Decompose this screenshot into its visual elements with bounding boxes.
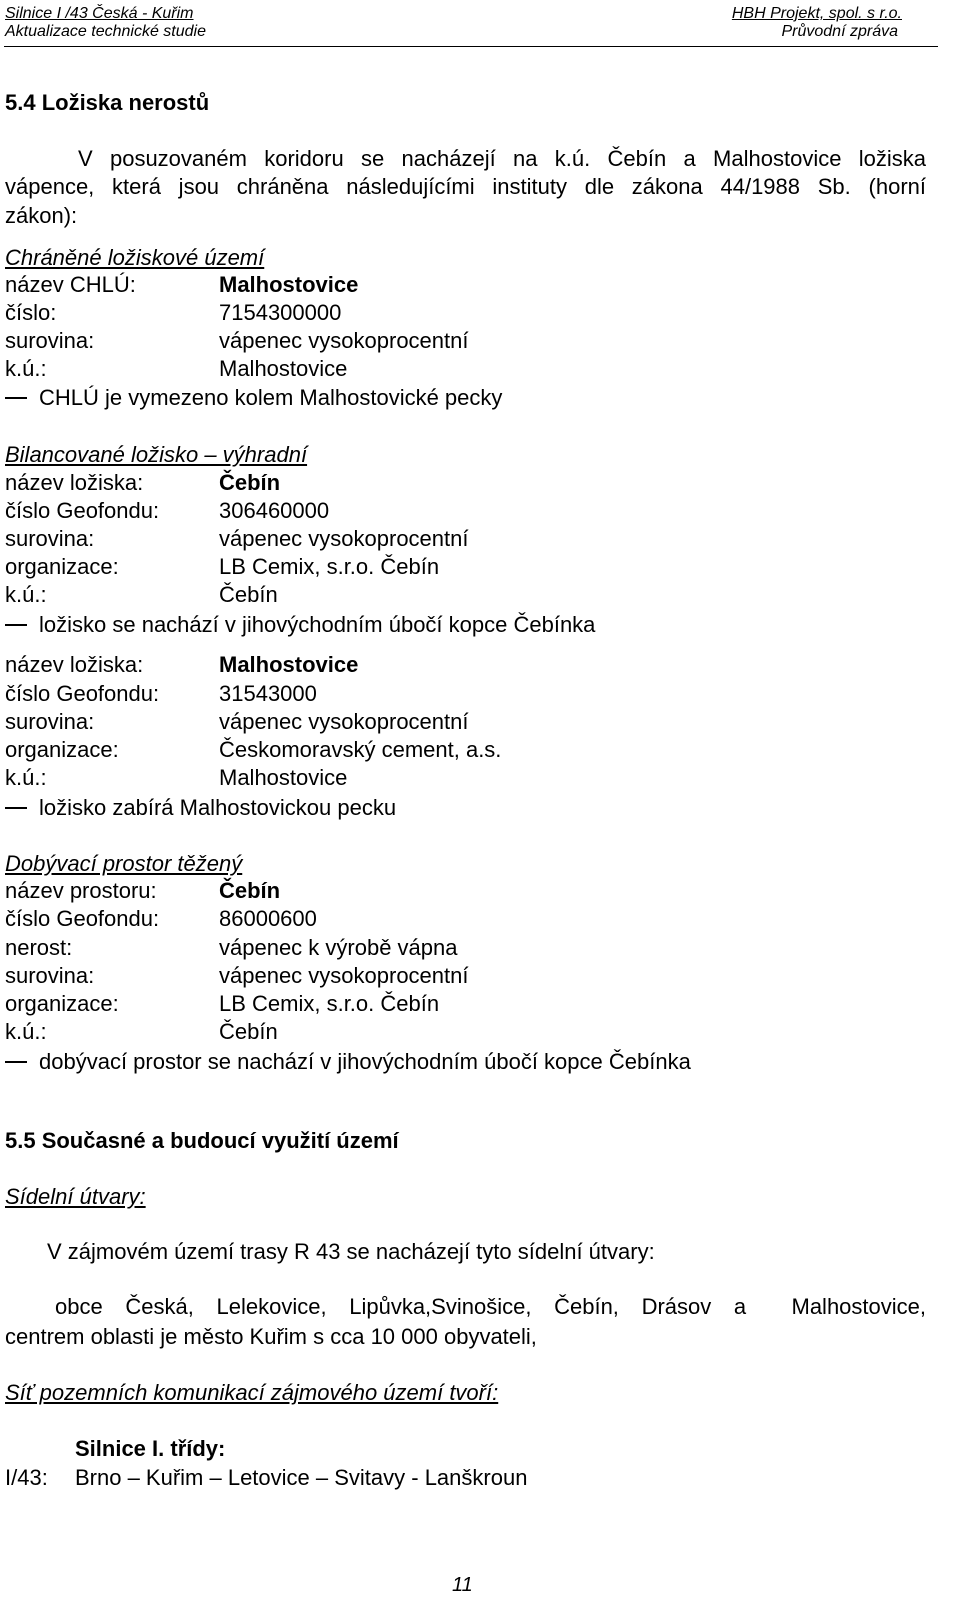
chlu-ku-label: k.ú.:: [5, 356, 47, 381]
deposit1-name-label: název ložiska:: [5, 470, 144, 495]
dp-org-label: organizace:: [5, 991, 119, 1016]
deposit1-geofond-label: číslo Geofondu:: [5, 498, 160, 523]
deposit2-geofond-value: 31543000: [219, 681, 317, 706]
header-subtitle-left: Aktualizace technické studie: [5, 23, 206, 40]
intro-line-1: V posuzovaném koridoru se nacházejí na k.ú. Čebín a Malhostovice ložiska: [78, 146, 926, 171]
deposit1-org-value: LB Cemix, s.r.o. Čebín: [219, 554, 440, 579]
dash-bullet: [5, 807, 27, 809]
chlu-number-label: číslo:: [5, 300, 57, 325]
dp-mineral-value: vápenec k výrobě vápna: [219, 935, 458, 960]
page-number: 11: [452, 1574, 473, 1596]
sidelni-intro: V zájmovém území trasy R 43 se nacházejí tyto sídelní útvary:: [47, 1239, 655, 1264]
dp-note: dobývací prostor se nachází v jihovýchodním úbočí kopce Čebínka: [39, 1049, 691, 1074]
header-company: HBH Projekt, spol. s r.o.: [731, 5, 902, 22]
chlu-title: Chráněné ložiskové území: [5, 245, 265, 270]
intro-line-3: zákon):: [5, 203, 78, 228]
deposit2-ku-label: k.ú.:: [5, 765, 47, 790]
deposit1-note: ložisko se nachází v jihovýchodním úbočí kopce Čebínka: [39, 612, 596, 637]
chlu-ku-value: Malhostovice: [219, 356, 348, 381]
deposit1-org-label: organizace:: [5, 554, 119, 579]
header-title-left: Silnice I /43 Česká - Kuřim: [5, 5, 194, 22]
dp-mineral-label: nerost:: [5, 935, 73, 960]
chlu-material-value: vápenec vysokoprocentní: [219, 328, 469, 353]
deposit1-name-value: Čebín: [219, 470, 281, 495]
dp-material-label: surovina:: [5, 963, 95, 988]
dp-geofond-value: 86000600: [219, 906, 317, 931]
deposit2-name-label: název ložiska:: [5, 652, 144, 677]
deposit2-material-label: surovina:: [5, 709, 95, 734]
dp-org-value: LB Cemix, s.r.o. Čebín: [219, 991, 440, 1016]
deposit1-material-value: vápenec vysokoprocentní: [219, 526, 469, 551]
deposit2-name-value: Malhostovice: [219, 652, 359, 677]
header-doc-type: Průvodní zpráva: [781, 23, 898, 40]
dp-ku-value: Čebín: [219, 1019, 278, 1044]
obce-line-2: centrem oblasti je město Kuřim s cca 10 000 obyvateli,: [5, 1324, 537, 1349]
deposit2-note: ložisko zabírá Malhostovickou pecku: [39, 795, 397, 820]
deposit2-ku-value: Malhostovice: [219, 765, 348, 790]
chlu-note: CHLÚ je vymezeno kolem Malhostovické pecky: [39, 385, 503, 410]
dash-bullet: [5, 624, 27, 626]
dp-material-value: vápenec vysokoprocentní: [219, 963, 469, 988]
chlu-material-label: surovina:: [5, 328, 95, 353]
chlu-name-label: název CHLÚ:: [5, 272, 136, 297]
dp-geofond-label: číslo Geofondu:: [5, 906, 160, 931]
chlu-name-value: Malhostovice: [219, 272, 359, 297]
dp-ku-label: k.ú.:: [5, 1019, 47, 1044]
silnice-title: Silnice I. třídy:: [75, 1436, 226, 1461]
deposit2-org-label: organizace:: [5, 737, 119, 762]
header-rule: [4, 46, 938, 47]
road-code: I/43:: [5, 1465, 48, 1490]
deposit1-ku-value: Čebín: [219, 582, 278, 607]
intro-line-2: vápence, která jsou chráněna následujícími instituty dle zákona 44/1988 Sb. (horní: [5, 174, 926, 199]
deposit1-geofond-value: 306460000: [219, 498, 330, 523]
dash-bullet: [5, 1061, 27, 1063]
section-heading-5-4: 5.4 Ložiska nerostů: [5, 90, 210, 115]
dash-bullet: [5, 397, 27, 399]
deposit2-material-value: vápenec vysokoprocentní: [219, 709, 469, 734]
dp-name-value: Čebín: [219, 878, 281, 903]
deposit2-geofond-label: číslo Geofondu:: [5, 681, 160, 706]
bilanc-title: Bilancované ložisko – výhradní: [5, 442, 308, 467]
chlu-number-value: 7154300000: [219, 300, 342, 325]
obce-line-1: obce Česká, Lelekovice, Lipůvka,Svinošice, Čebín, Drásov a Malhostovice,: [55, 1294, 926, 1319]
deposit1-ku-label: k.ú.:: [5, 582, 47, 607]
deposit2-org-value: Českomoravský cement, a.s.: [219, 737, 502, 762]
section-heading-5-5: 5.5 Současné a budoucí využití území: [5, 1128, 399, 1153]
road-route: Brno – Kuřim – Letovice – Svitavy - Lanškroun: [75, 1465, 528, 1490]
dp-name-label: název prostoru:: [5, 878, 157, 903]
sit-title: Síť pozemních komunikací zájmového území tvoří:: [5, 1380, 499, 1405]
sidelni-title: Sídelní útvary:: [5, 1184, 146, 1209]
deposit1-material-label: surovina:: [5, 526, 95, 551]
dobyvaci-title: Dobývací prostor těžený: [5, 851, 243, 876]
